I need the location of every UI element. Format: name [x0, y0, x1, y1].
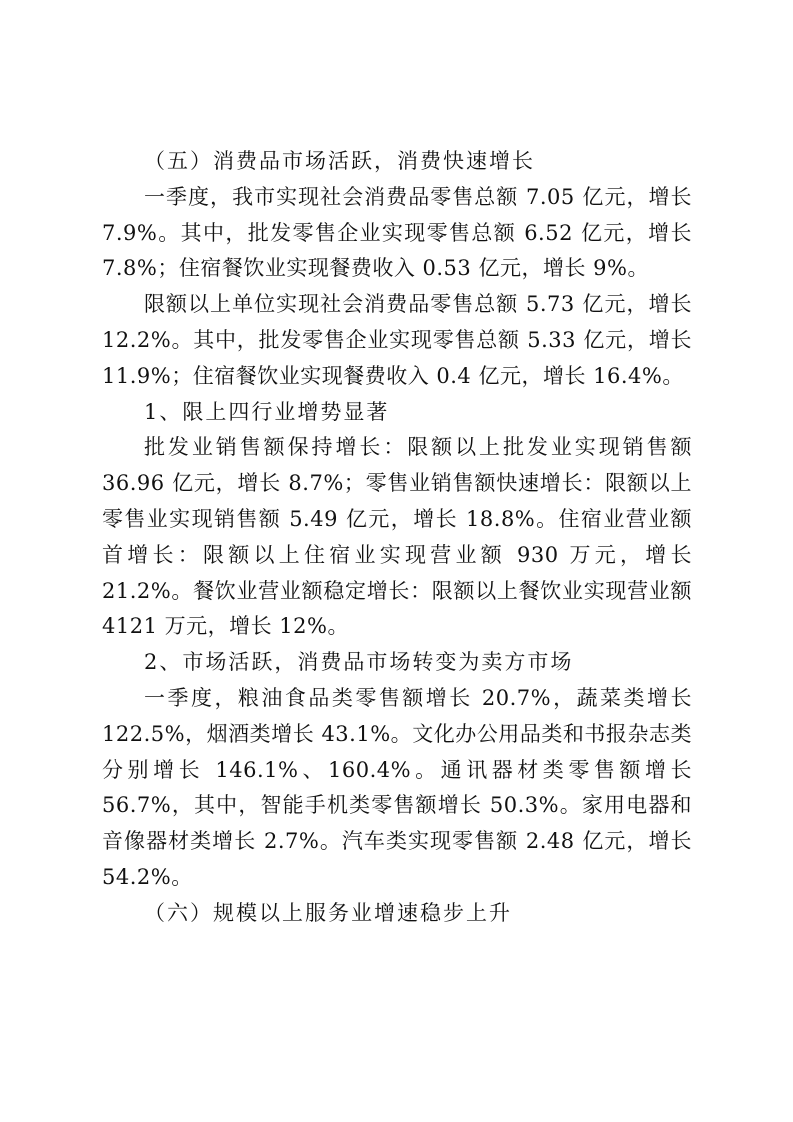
- paragraph-above-quota: 限额以上单位实现社会消费品零售总额 5.73 亿元，增长 12.2%。其中，批发零售企业实现零售总额 5.33 亿元，增长 11.9%；住宿餐饮业实现餐费收入 0.4 亿元，增长 16.4%。: [102, 292, 692, 388]
- section-heading-5: （五）消费品市场活跃，消费快速增长: [144, 149, 535, 173]
- paragraph-retail-total: 一季度，我市实现社会消费品零售总额 7.05 亿元，增长 7.9%。其中，批发零售企业实现零售总额 6.52 亿元，增长 7.8%；住宿餐饮业实现餐费收入 0.53 亿元，增长 9%。: [102, 184, 692, 281]
- document-body: [102, 144, 692, 932]
- paragraph-categories: 一季度，粮油食品类零售额增长 20.7%，蔬菜类增长 122.5%，烟酒类增长 43.1%。文化办公用品类和书报杂志类分别增长 146.1%、160.4%。通讯器材类零售额增长 56.7%，其中，智能手机类零售额增长 50.3%。家用电器和音像器材类增长 2.7%。汽车类实现零售额 2.48 亿元，增长 54.2%。: [102, 685, 692, 889]
- subheading-four-industries: 1、限上四行业增势显著: [144, 399, 390, 424]
- paragraph-industries: 批发业销售额保持增长：限额以上批发业实现销售额 36.96 亿元，增长 8.7%；零售业销售额快速增长：限额以上零售业实现销售额 5.49 亿元，增长 18.8%。住宿业营业额首增长：限额以上住宿业实现营业额 930 万元，增长 21.2%。餐饮业营业额稳定增长：限额以上餐饮业实现营业额 4121 万元，增长 12%。: [102, 435, 692, 639]
- section-heading-6: （六）规模以上服务业增速稳步上升: [144, 900, 512, 925]
- subheading-market-active: 2、市场活跃，消费品市场转变为卖方市场: [144, 650, 574, 675]
